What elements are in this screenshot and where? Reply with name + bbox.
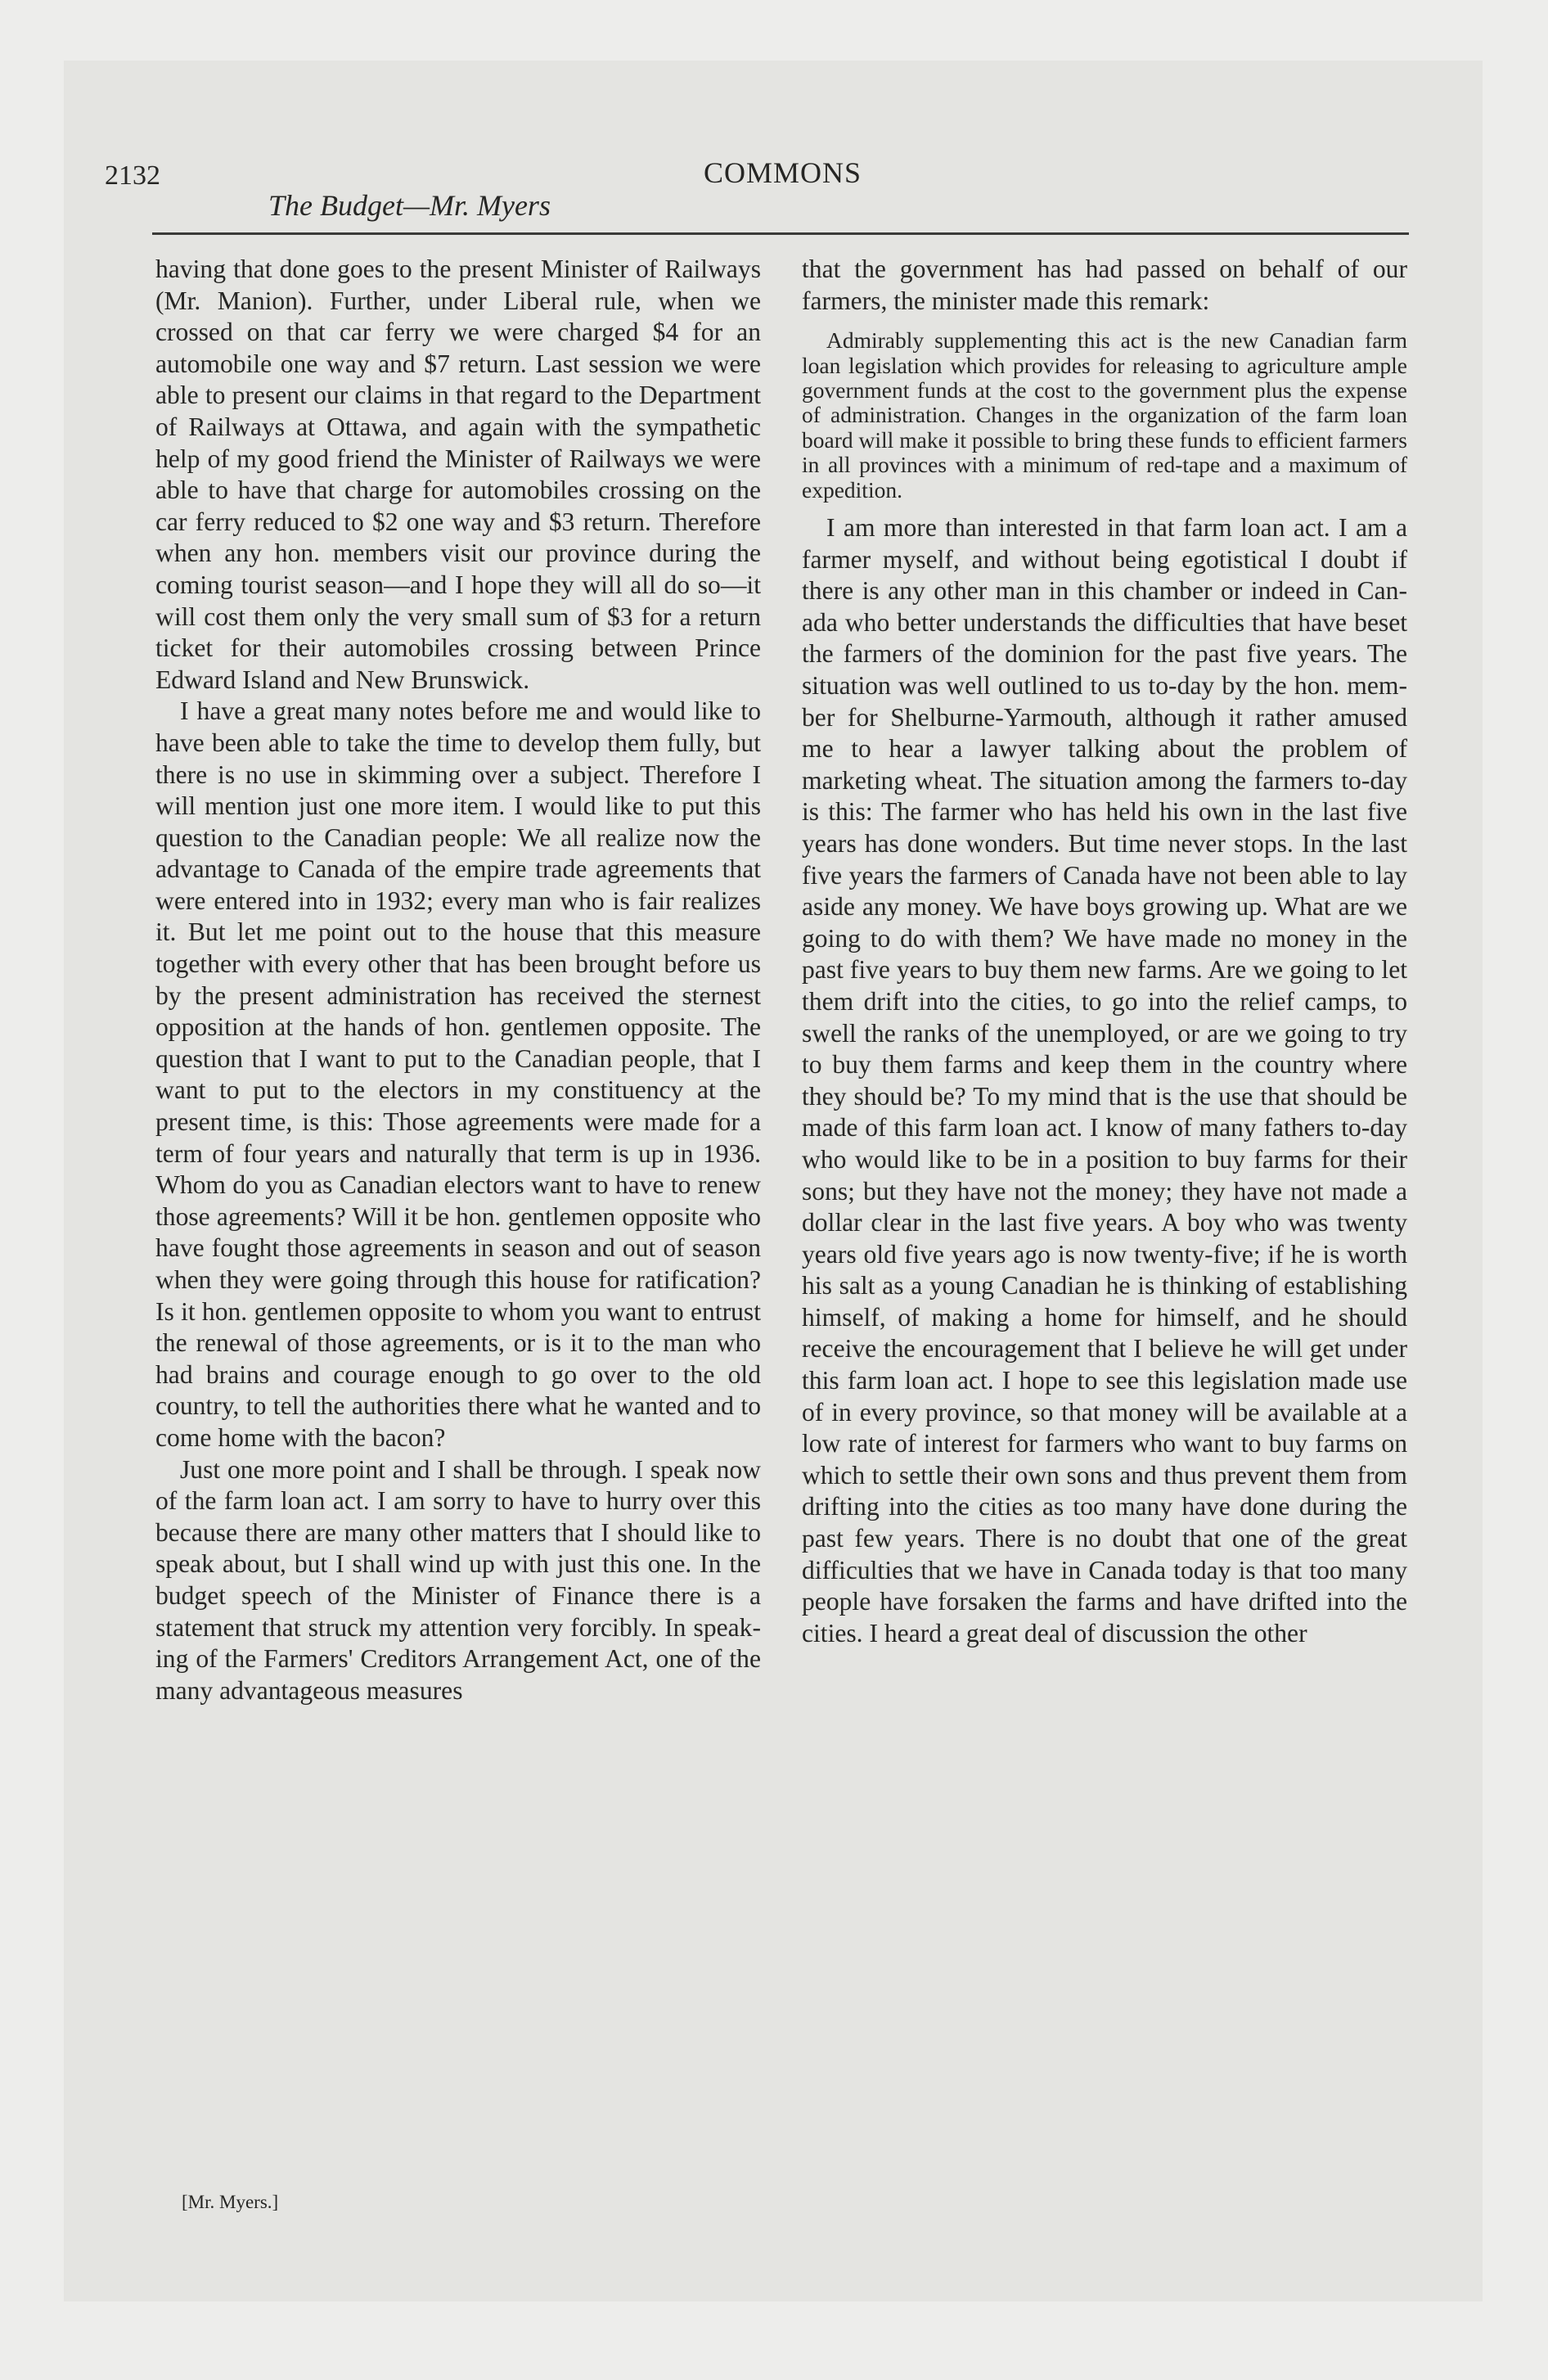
page-number: 2132	[105, 160, 160, 191]
budget-speech-quote: Admirably supplementing this act is the new Canadian farm loan legislation which provides for releasing to agriculture ample government funds at the cost to the government plus the expense of administration. Changes in the organization of the farm loan board will make it possible to bring these funds to efficient farmers in all provinces with a minimum of red-tape and a maximum of expedition.	[802, 327, 1407, 503]
right-column	[802, 254, 1407, 1649]
running-title: COMMONS	[704, 156, 862, 189]
left-paragraph-2: I have a great many notes before me and would like to have been able to take the time to develop them fully, but there is no use in skimming over a subject. Therefore I will mention just one more item. I would like to put this question to the Canadian people: We all realize now the advantage to Canada of the empire trade agreements that were entered into in 1932; every man who is fair realizes it. But let me point out to the house that this measure together with every other that has been brought before us by the present administration has received the sternest opposition at the hands of hon. gentlemen opposite. The question that I want to put to the Canadian people, that I want to put to the electors in my constituency at the present time, is this: Those agreements were made for a term of four years and naturally that term is up in 1936. Whom do you as Canadian electors want to have to renew those agreements? Will it be hon. gentlemen opposite who have fought those agreements in season and out of season when they were going through this house for ratification? Is it hon. gentlemen opposite to whom you want to entrust the renewal of those agreements, or is it to the man who had brains and courage enough to go over to the old country, to tell the authorities there what he wanted and to come home with the bacon?	[155, 696, 761, 1452]
right-opening: that the government has had passed on behalf of our farmers, the minister made this remark:	[802, 255, 1407, 315]
header-rule	[152, 232, 1409, 235]
left-paragraph-3: Just one more point and I shall be through. I speak now of the farm loan act. I am sorry to have to hurry over this because there are many other matters that I should like to speak about, but I shall wind up with just this one. In the budget speech of the Minister of Finance there is a statement that struck my attention very forcibly. In speaking of the Farmers' Creditors Arrangement Act, one of the many advantageous measures	[155, 1454, 761, 1705]
running-subtitle: The Budget—Mr. Myers	[268, 189, 551, 222]
right-paragraph: I am more than interested in that farm loan act. I am a farmer myself, and without being egotistical I doubt if there is any other man in this chamber or indeed in Canada who better understands the difficulties that have beset the farmers of the dominion for the past five years. The situation was well outlined to us to-day by the hon. member for Shelburne-Yarmouth, although it rather amused me to hear a lawyer talking about the problem of marketing wheat. The situation among the farmers to-day is this: The farmer who has held his own in the last five years has done wonders. But time never stops. In the last five years the farmers of Canada have not been able to lay aside any money. We have boys growing up. What are we going to do with them? We have made no money in the past five years to buy them new farms. Are we going to let them drift into the cities, to go into the relief camps, to swell the ranks of the unemployed, or are we going to try to buy them farms and keep them in the country where they should be? To my mind that is the use that should be made of this farm loan act. I know of many fathers to-day who would like to be in a position to buy farms for their sons; but they have not the money; they have not made a dollar clear in the last five years. A boy who was twenty years old five years ago is now twenty-five; if he is worth his salt as a young Canadian he is thinking of establishing himself, of making a home for himself, and he should receive the encouragement that I believe he will get under this farm loan act. I hope to see this legislation made use of in every province, so that money will be available at a low rate of interest for farmers who want to buy farms on which to settle their own sons and thus prevent them from drifting into the cities as too many have done during the past few years. There is no doubt that one of the great difficulties that we have in Canada today is that too many people have forsaken the farms and have drifted into the cities. I heard a great deal of discussion the other	[802, 513, 1407, 1648]
speaker-footnote: [Mr. Myers.]	[182, 2192, 279, 2212]
left-column	[155, 254, 761, 1706]
left-paragraph-1: having that done goes to the present Minister of Railways (Mr. Manion). Further, under Liberal rule, when we crossed on that car ferry we were charged $4 for an automobile one way and $7 return. Last session we were able to present our claims in that regard to the Department of Railways at Ottawa, and again with the sympathetic help of my good friend the Minister of Railways we were able to have that charge for automobiles crossing on the car ferry reduced to $2 one way and $3 return. Therefore when any hon. members visit our province during the coming tourist season—and I hope they will all do so—it will cost them only the very small sum of $3 for a return ticket for their automobiles crossing between Prince Edward Island and New Brunswick.	[155, 255, 761, 694]
